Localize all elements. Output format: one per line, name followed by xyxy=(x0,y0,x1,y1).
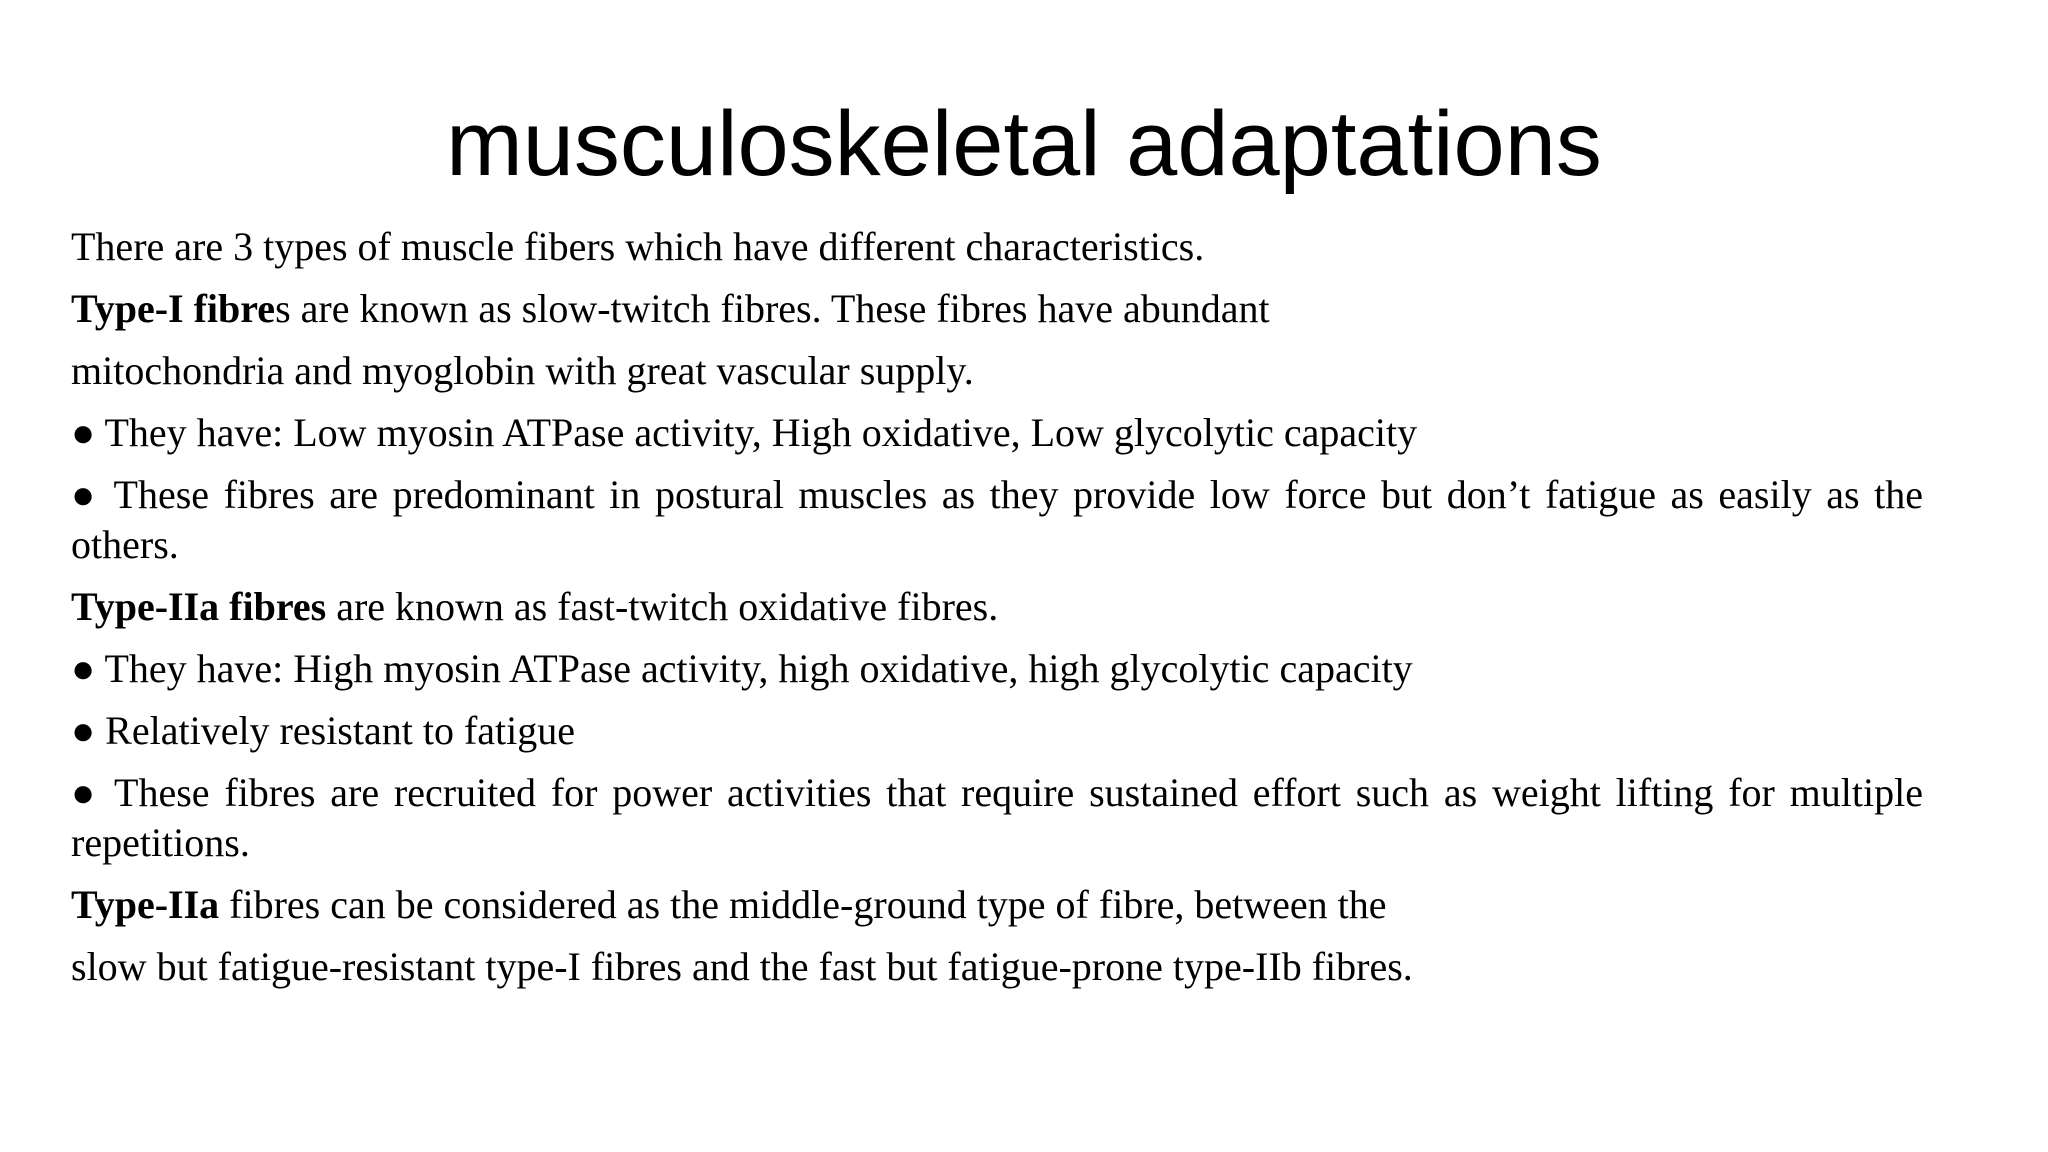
bullet-line xyxy=(71,408,1923,458)
line-text: ● These fibres are recruited for power activities that require sustained effort such as weight lifting for multiple repetitions. xyxy=(71,770,1923,865)
line-text: ● These fibres are predominant in postural muscles as they provide low force but don’t fatigue as easily as the others. xyxy=(71,472,1923,567)
bold-term: Type-I fibre xyxy=(71,286,276,331)
bullet-line xyxy=(71,470,1923,570)
line-text: ● They have: High myosin ATPase activity, high oxidative, high glycolytic capacity xyxy=(71,646,1413,691)
line-text: slow but fatigue-resistant type-I fibres and the fast but fatigue-prone type-IIb fibres. xyxy=(71,944,1413,989)
line-text: are known as fast-twitch oxidative fibres. xyxy=(326,584,999,629)
body-line xyxy=(71,222,1923,272)
body-line xyxy=(71,880,1923,930)
line-text: mitochondria and myoglobin with great vascular supply. xyxy=(71,348,974,393)
bullet-line xyxy=(71,768,1923,868)
slide-body xyxy=(71,222,1923,1004)
body-line xyxy=(71,284,1923,334)
bold-term: Type-IIa fibres xyxy=(71,584,327,629)
bullet-line xyxy=(71,706,1923,756)
bold-term: Type-IIa xyxy=(71,882,220,927)
line-text: ● Relatively resistant to fatigue xyxy=(71,708,576,753)
slide-title: musculoskeletal adaptations xyxy=(446,93,1602,195)
line-text: fibres can be considered as the middle-ground type of fibre, between the xyxy=(219,882,1387,927)
body-line xyxy=(71,346,1923,396)
line-text: ● They have: Low myosin ATPase activity, High oxidative, Low glycolytic capacity xyxy=(71,410,1418,455)
line-text: There are 3 types of muscle fibers which have different characteristics. xyxy=(71,224,1205,269)
body-line xyxy=(71,582,1923,632)
line-text: s are known as slow-twitch fibres. These fibres have abundant xyxy=(275,286,1270,331)
body-line xyxy=(71,942,1923,992)
bullet-line xyxy=(71,644,1923,694)
